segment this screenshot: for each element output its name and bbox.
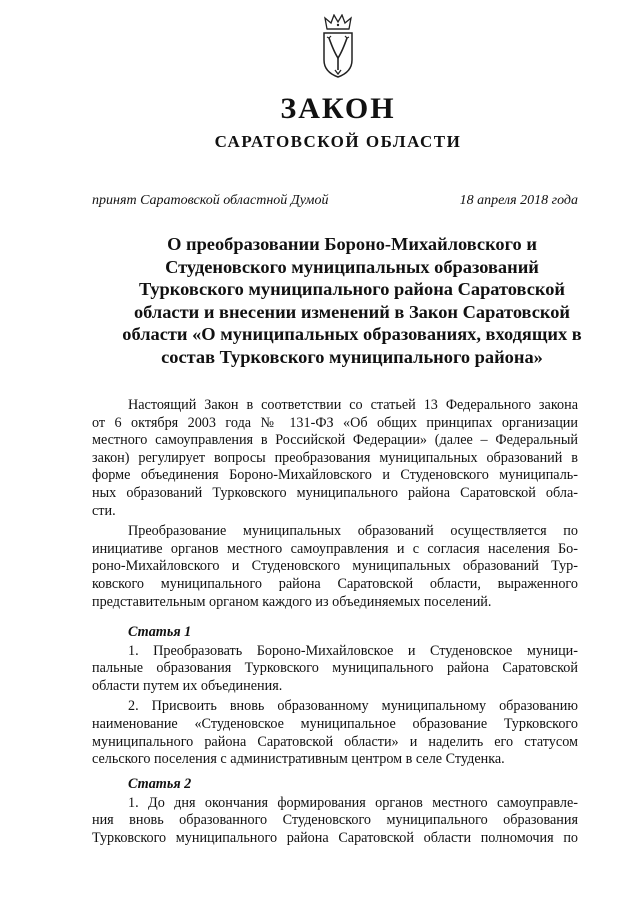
heading-line: О преобразовании Бороно-Михайловского и xyxy=(167,234,537,254)
article-paragraph xyxy=(92,795,578,848)
preamble-paragraph xyxy=(92,523,578,611)
law-subtitle: САРАТОВСКОЙ ОБЛАСТИ xyxy=(214,132,462,151)
text-line: сти. xyxy=(92,502,116,519)
text-line: закон) регулирует вопросы преобразования муниципальных образований в xyxy=(92,449,578,466)
text-line: муниципального района Саратовской области» и наделить его статусом xyxy=(92,733,578,750)
text-line: ных образований Турковского муниципального района Саратовской обла- xyxy=(92,484,578,501)
text-line: пальные образования Турковского муниципального района Саратовской xyxy=(92,660,578,677)
adopted-by-text: принят Саратовской областной Думой xyxy=(92,193,329,208)
text-line: местного самоуправления в Российской Федерации» (далее – Федеральный xyxy=(92,432,578,449)
adoption-date: 18 апреля 2018 года xyxy=(459,193,578,208)
text-line: ковского муниципального района Саратовской области, выраженного xyxy=(92,575,578,592)
article-title: Статья 2 xyxy=(128,776,192,792)
text-line: от 6 октября 2003 года № 131-ФЗ «Об общих принципах организации xyxy=(92,414,578,431)
article-title: Статья 1 xyxy=(128,624,192,640)
text-line: Настоящий Закон в соответствии со статьей 13 Федерального закона xyxy=(128,397,578,413)
text-line: ния вновь образованного Студеновского муниципального образования xyxy=(92,812,578,829)
preamble-paragraph xyxy=(92,397,578,520)
heading-line: области «О муниципальных образованиях, входящих в xyxy=(122,324,582,344)
text-line: представительным органом каждого из объединяемых поселений. xyxy=(92,593,492,610)
text-line: области путем их объединения. xyxy=(92,677,283,694)
document-heading xyxy=(112,233,592,368)
text-line: наименование «Студеновское муниципальное образование Турковского xyxy=(92,715,578,732)
text-line: инициативе органов местного самоуправления и с согласия населения Бо- xyxy=(92,540,578,557)
heading-line: Турковского муниципального района Саратовской xyxy=(138,279,566,299)
text-line: Турковского муниципального района Саратовской области полномочия по xyxy=(92,829,578,846)
saratov-coat-of-arms-icon xyxy=(318,14,358,80)
heading-line: области и внесении изменений в Закон Саратовской xyxy=(133,301,571,322)
article-1 xyxy=(92,624,578,772)
text-line: 1. До дня окончания формирования органов местного самоуправле- xyxy=(128,794,578,811)
heading-line: состав Турковского муниципального района» xyxy=(161,346,543,367)
article-2 xyxy=(92,776,578,850)
text-line: 1. Преобразовать Бороно-Михайловское и Студеновское муници- xyxy=(128,642,578,659)
preamble xyxy=(92,397,578,614)
article-paragraph xyxy=(92,643,578,696)
text-line: форме объединения Бороно-Михайловского и Студеновского муниципаль- xyxy=(92,467,578,484)
text-line: Преобразование муниципальных образований осуществляется по xyxy=(128,523,578,540)
article-paragraph xyxy=(92,698,578,768)
law-title: ЗАКОН xyxy=(280,92,396,125)
text-line: роно-Михайловского и Студеновского муниципальных образований Тур- xyxy=(92,558,578,575)
text-line: сельского поселения с административным центром в селе Студенка. xyxy=(92,751,505,768)
text-line: 2. Присвоить вновь образованному муниципальному образованию xyxy=(128,698,578,715)
heading-line: Студеновского муниципальных образований xyxy=(165,256,539,277)
